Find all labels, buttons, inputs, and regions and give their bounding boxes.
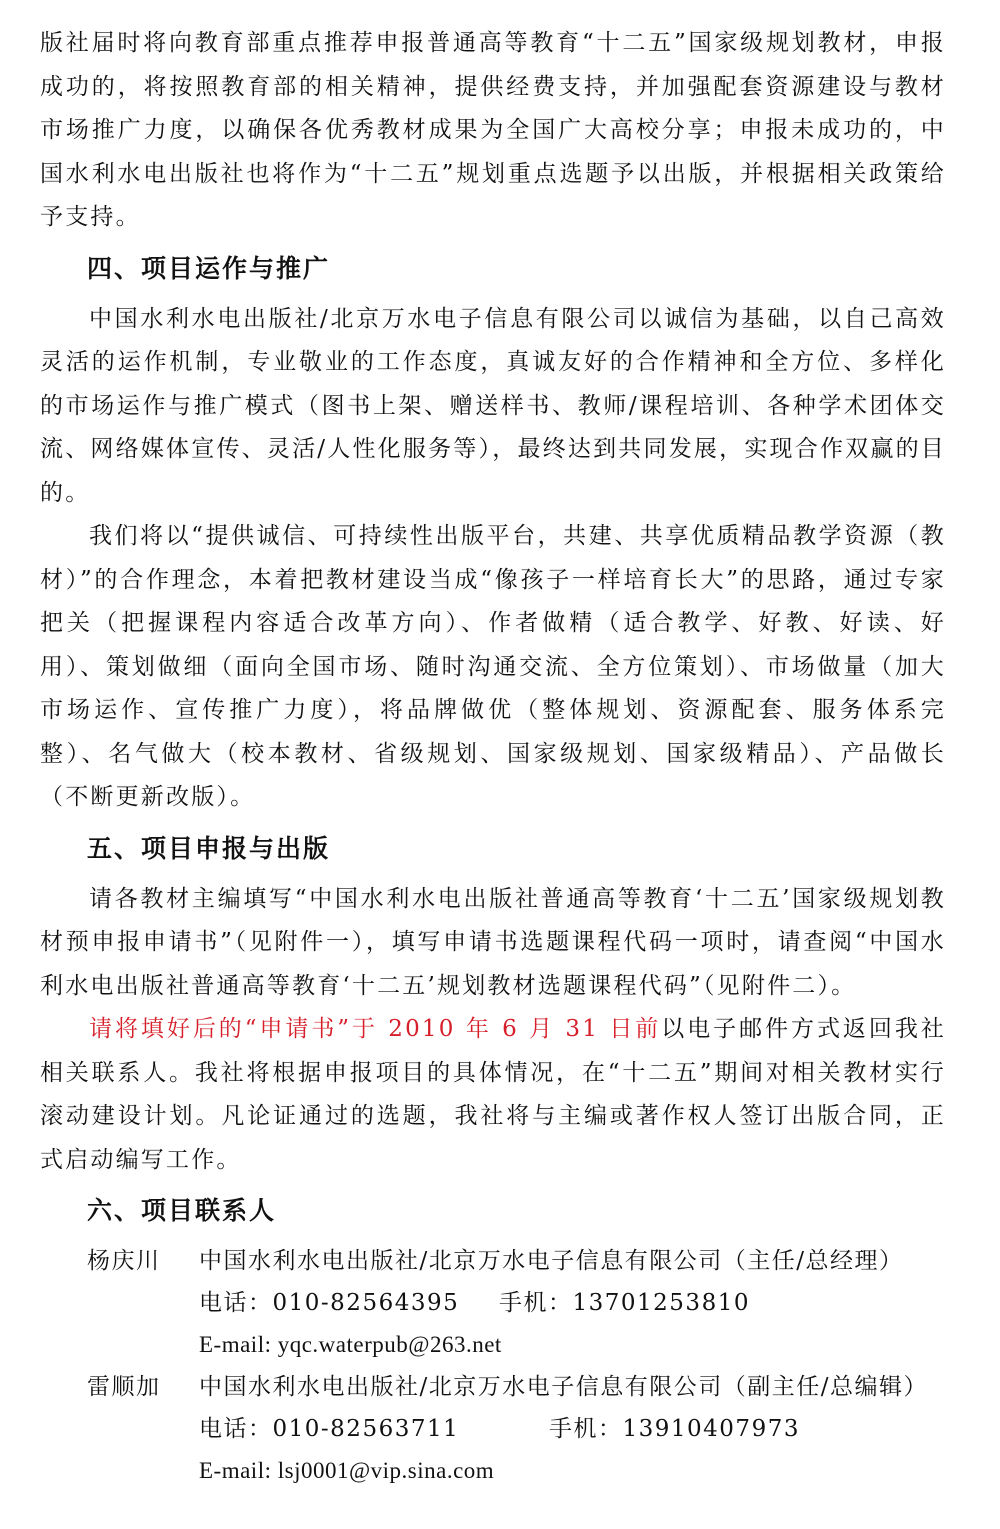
contact-email[interactable]: E-mail: yqc.waterpub@263.net (199, 1332, 502, 1357)
section-4-heading: 四、项目运作与推广 (87, 253, 331, 283)
contact-list (87, 1240, 946, 1492)
contact-item (87, 1240, 946, 1366)
section-4-paragraph-1: 中国水利水电出版社/北京万水电子信息有限公司以诚信为基础，以自己高效灵活的运作机制，专业敬业的工作态度，真诚友好的合作精神和全方位、多样化的市场运作与推广模式（图书上架、赠送样书、教师/课程培训、各种学术团体交流、网络媒体宣传、灵活/人性化服务等），最终达到共同发展，实现合作双赢的目的。 (40, 305, 946, 506)
contact-mobile: 手机：13910407973 (549, 1416, 800, 1442)
document-page (40, 22, 946, 1492)
contact-name: 雷顺加 (87, 1374, 161, 1400)
section-5-paragraph-2-rest: 以电子邮件方式返回我社相关联系人。我社将根据申报项目的具体情况，在“十二五”期间对相关教材实行滚动建设计划。凡论证通过的选题，我社将与主编或著作权人签订出版合同，正式启动编写工作。 (40, 1016, 946, 1173)
contact-details (199, 1240, 946, 1366)
section-6-heading: 六、项目联系人 (87, 1196, 277, 1225)
contact-email[interactable]: E-mail: lsj0001@vip.sina.com (199, 1458, 495, 1483)
section-5-paragraph-1: 请各教材主编填写“中国水利水电出版社普通高等教育‘十二五’国家级规划教材预申报申请书”（见附件一），填写申请书选题课程代码一项时，请查阅“中国水利水电出版社普通高等教育‘十二五’规划教材选题课程代码”（见附件二）。 (40, 885, 946, 999)
contact-org: 中国水利水电出版社/北京万水电子信息有限公司（副主任/总编辑） (199, 1374, 928, 1400)
contact-item (87, 1366, 946, 1492)
contact-org: 中国水利水电出版社/北京万水电子信息有限公司（主任/总经理） (199, 1248, 904, 1274)
contact-name: 杨庆川 (87, 1248, 161, 1274)
contact-phones (199, 1408, 946, 1450)
deadline-highlight: 请将填好后的“申请书”于 2010 年 6 月 31 日前 (89, 1016, 662, 1042)
contact-phone: 电话：010-82563711 (199, 1416, 460, 1442)
section-5-heading: 五、项目申报与出版 (87, 833, 331, 863)
contact-mobile: 手机：13701253810 (499, 1290, 750, 1316)
contact-details (199, 1366, 946, 1492)
contact-phones (199, 1282, 946, 1324)
contact-phone: 电话：010-82564395 (199, 1290, 460, 1316)
section-4-paragraph-2: 我们将以“提供诚信、可持续性出版平台，共建、共享优质精品教学资源（教材）”的合作理念，本着把教材建设当成“像孩子一样培育长大”的思路，通过专家把关（把握课程内容适合改革方向）、作者做精（适合教学、好教、好读、好用）、策划做细（面向全国市场、随时沟通交流、全方位策划）、市场做量（加大市场运作、宣传推广力度），将品牌做优（整体规划、资源配套、服务体系完整）、名气做大（校本教材、省级规划、国家级规划、国家级精品）、产品做长（不断更新改版）。 (40, 523, 946, 810)
intro-paragraph: 版社届时将向教育部重点推荐申报普通高等教育“十二五”国家级规划教材，申报成功的，将按照教育部的相关精神，提供经费支持，并加强配套资源建设与教材市场推广力度，以确保各优秀教材成果为全国广大高校分享；申报未成功的，中国水利水电出版社也将作为“十二五”规划重点选题予以出版，并根据相关政策给予支持。 (40, 30, 946, 230)
section-5-paragraph-2 (40, 1008, 946, 1182)
